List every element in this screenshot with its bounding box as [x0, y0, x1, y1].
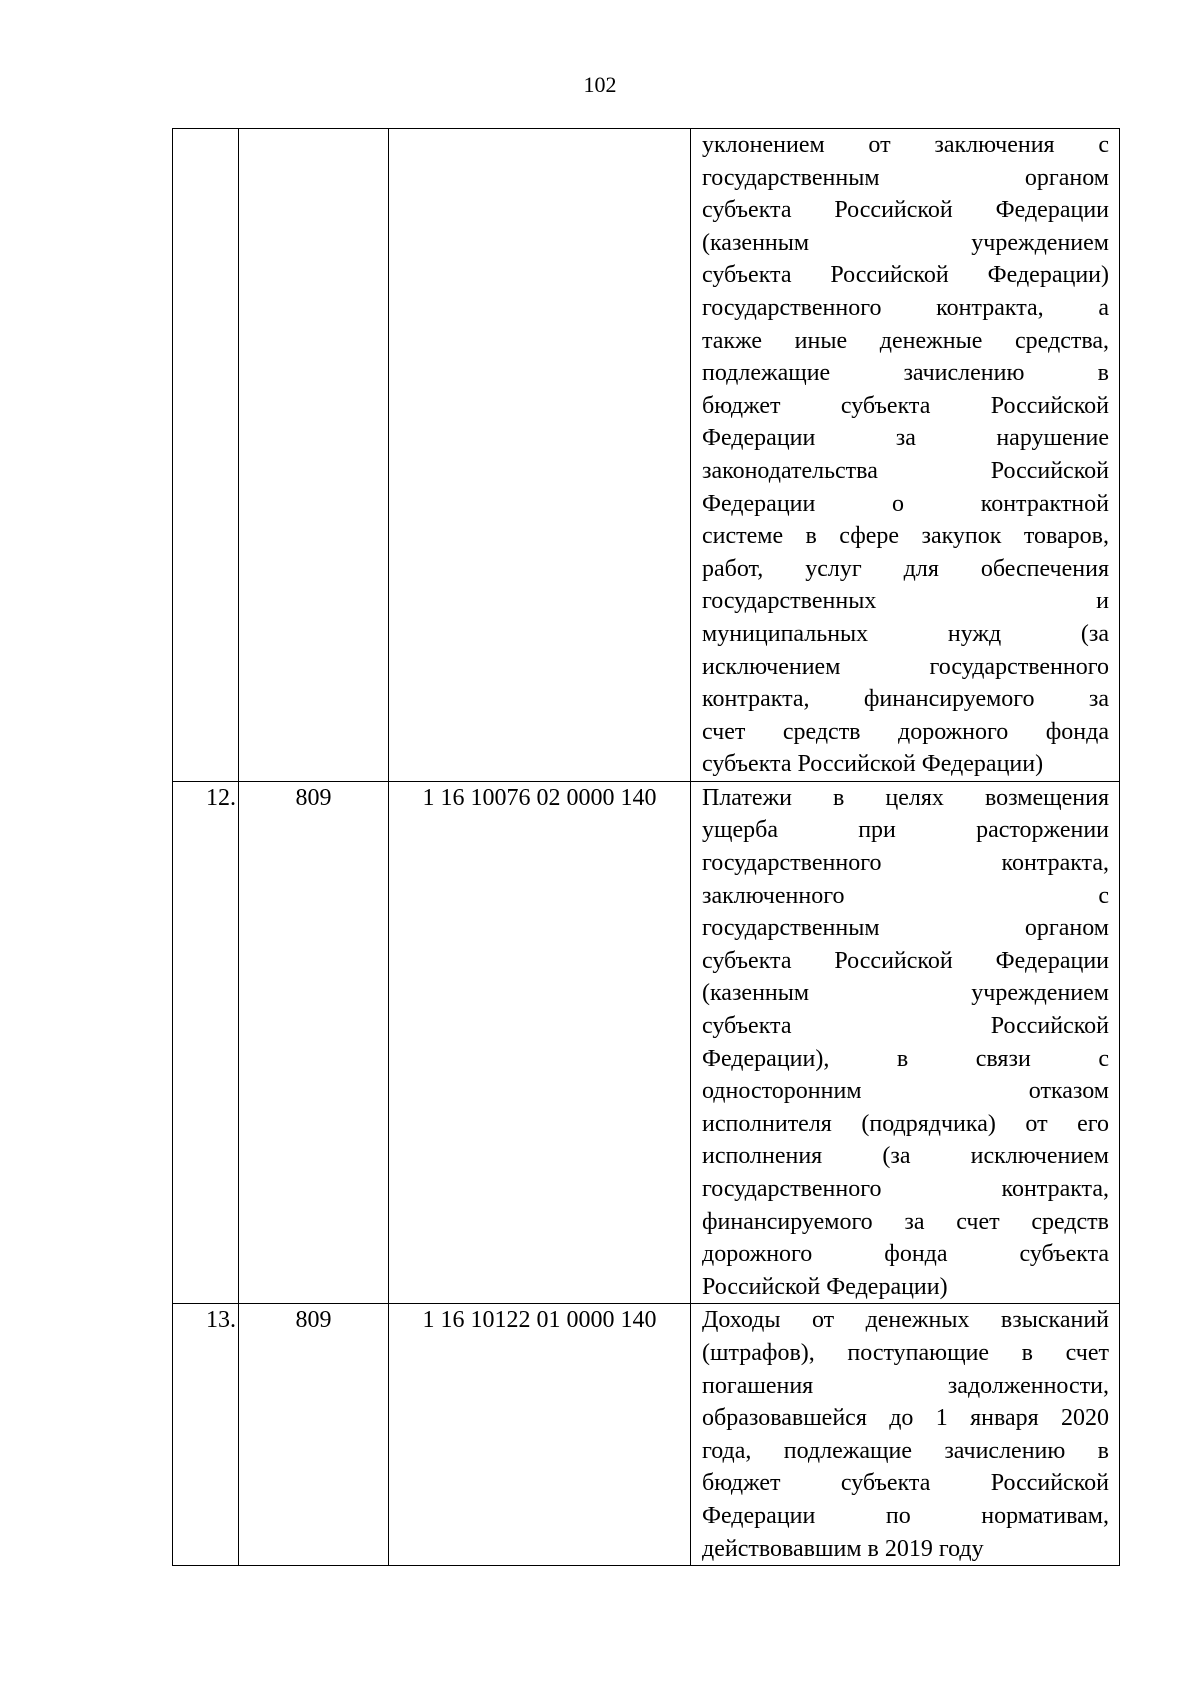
- page-number: 102: [583, 72, 617, 97]
- description-line: субъекта Российской: [702, 1013, 1109, 1040]
- budget-code-cell: 1 16 10076 02 0000 140: [389, 781, 691, 1304]
- description-line: Федерации о контрактной: [702, 490, 1109, 517]
- description-line: односторонним отказом: [702, 1078, 1109, 1105]
- revenue-codes-table: [172, 128, 1120, 1566]
- description-line: финансируемого за счет средств: [702, 1208, 1109, 1235]
- description-line: действовавшим в 2019 году: [702, 1535, 984, 1562]
- row-number-cell: 13.: [173, 1304, 239, 1566]
- admin-code-cell: [239, 129, 389, 782]
- description-line: (штрафов), поступающие в счет: [702, 1339, 1109, 1366]
- description-line: Федерации за нарушение: [702, 425, 1109, 452]
- description-line: исполнения (за исключением: [702, 1143, 1109, 1170]
- description-line: погашения задолженности,: [702, 1372, 1109, 1399]
- description-line: счет средств дорожного фонда: [702, 718, 1109, 745]
- description-text: [702, 782, 1109, 1304]
- description-line: исполнителя (подрядчика) от его: [702, 1110, 1109, 1137]
- description-line: (казенным учреждением: [702, 229, 1109, 256]
- description-line: контракта, финансируемого за: [702, 686, 1109, 713]
- description-line: Российской Федерации): [702, 1273, 948, 1300]
- description-line: дорожного фонда субъекта: [702, 1241, 1109, 1268]
- description-line: субъекта Российской Федерации): [702, 751, 1044, 778]
- description-line: работ, услуг для обеспечения: [702, 555, 1109, 582]
- description-line: государственным органом: [702, 915, 1109, 942]
- table-row: [173, 781, 1120, 1304]
- description-line: также иные денежные средства,: [702, 327, 1109, 354]
- description-line: государственного контракта, а: [702, 294, 1109, 321]
- description-line: (казенным учреждением: [702, 980, 1109, 1007]
- description-line: заключенного с: [702, 882, 1109, 909]
- row-number-cell: [173, 129, 239, 782]
- description-line: субъекта Российской Федерации: [702, 947, 1109, 974]
- budget-code-cell: [389, 129, 691, 782]
- description-line: подлежащие зачислению в: [702, 360, 1109, 387]
- description-line: законодательства Российской: [702, 457, 1109, 484]
- description-line: субъекта Российской Федерации): [702, 262, 1109, 289]
- description-line: ущерба при расторжении: [702, 817, 1109, 844]
- description-text: [702, 1304, 1109, 1565]
- description-line: государственного контракта,: [702, 850, 1109, 877]
- description-line: Платежи в целях возмещения: [702, 784, 1109, 811]
- description-cell: [691, 129, 1120, 782]
- description-line: системе в сфере закупок товаров,: [702, 523, 1109, 550]
- table-row: [173, 129, 1120, 782]
- admin-code-cell: 809: [239, 1304, 389, 1566]
- description-line: субъекта Российской Федерации: [702, 197, 1109, 224]
- description-line: бюджет субъекта Российской: [702, 392, 1109, 419]
- admin-code-cell: 809: [239, 781, 389, 1304]
- description-cell: [691, 781, 1120, 1304]
- description-line: государственным органом: [702, 164, 1109, 191]
- description-cell: [691, 1304, 1120, 1566]
- description-line: уклонением от заключения с: [702, 132, 1109, 158]
- description-line: государственных и: [702, 588, 1109, 615]
- row-number-cell: 12.: [173, 781, 239, 1304]
- description-line: муниципальных нужд (за: [702, 620, 1109, 647]
- table-row: [173, 1304, 1120, 1566]
- description-line: образовавшейся до 1 января 2020: [702, 1405, 1109, 1432]
- description-text: [702, 129, 1109, 781]
- budget-code-cell: 1 16 10122 01 0000 140: [389, 1304, 691, 1566]
- description-line: Федерации), в связи с: [702, 1045, 1109, 1072]
- description-line: исключением государственного: [702, 653, 1109, 680]
- table-body: [173, 129, 1120, 1566]
- description-line: Доходы от денежных взысканий: [702, 1307, 1109, 1334]
- description-line: Федерации по нормативам,: [702, 1502, 1109, 1529]
- description-line: бюджет субъекта Российской: [702, 1470, 1109, 1497]
- description-line: года, подлежащие зачислению в: [702, 1437, 1109, 1464]
- description-line: государственного контракта,: [702, 1176, 1109, 1202]
